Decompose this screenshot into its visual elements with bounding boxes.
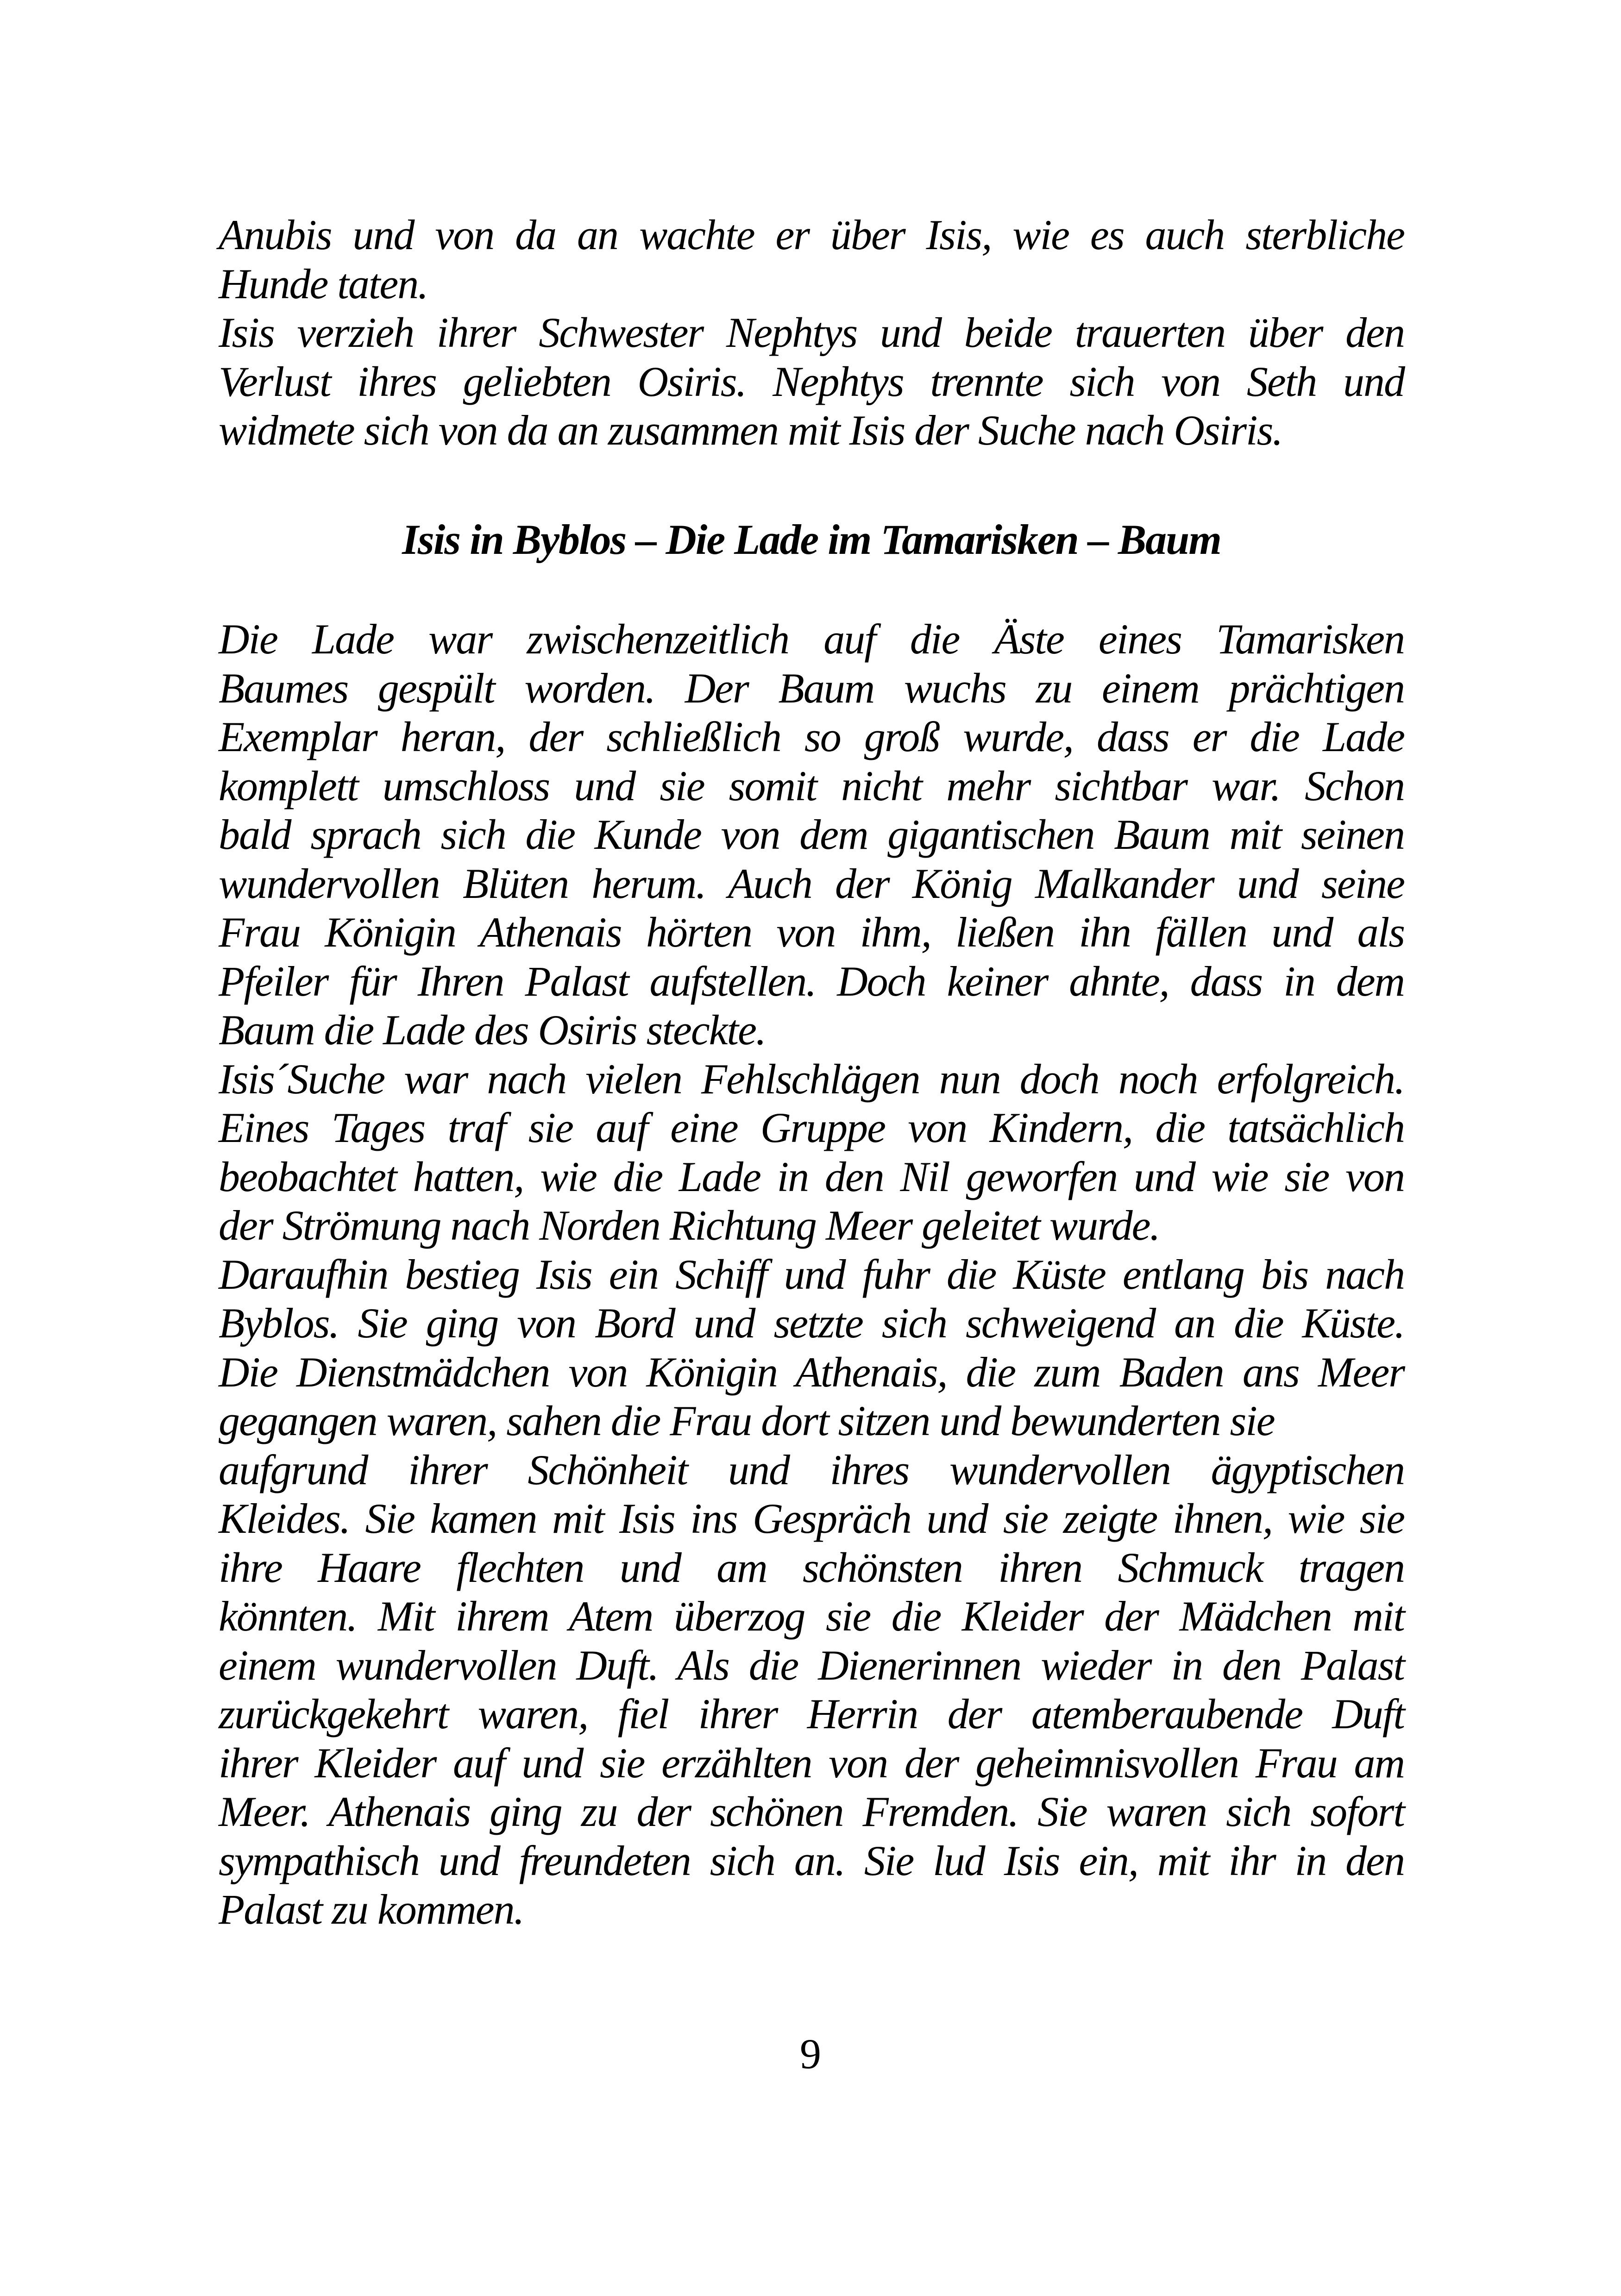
text-line: sympathisch und freundeten sich an. Sie lud Isis ein, mit ihr in den <box>219 1837 1404 1884</box>
text-line: widmete sich von da an zusammen mit Isis der Suche nach Osiris. <box>219 407 1282 454</box>
text-line: komplett umschloss und sie somit nicht mehr sichtbar war. Schon <box>219 762 1404 809</box>
text-line: zurückgekehrt waren, fiel ihrer Herrin der atemberaubende Duft <box>219 1690 1404 1738</box>
text-line: Baumes gespült worden. Der Baum wuchs zu einem prächtigen <box>219 664 1404 712</box>
text-line: Die Dienstmädchen von Königin Athenais, die zum Baden ans Meer <box>219 1348 1404 1396</box>
text-line: aufgrund ihrer Schönheit und ihres wundervollen ägyptischen <box>219 1446 1404 1493</box>
text-line: ihrer Kleider auf und sie erzählten von der geheimnisvollen Frau am <box>219 1739 1404 1787</box>
text-line: Baum die Lade des Osiris steckte. <box>219 1006 766 1054</box>
text-line: Byblos. Sie ging von Bord und setzte sich schweigend an die Küste. <box>219 1299 1404 1347</box>
text-line: Anubis und von da an wachte er über Isis, wie es auch sterbliche <box>219 211 1404 258</box>
text-line: Isis´Suche war nach vielen Fehlschlägen nun doch noch erfolgreich. <box>219 1055 1404 1103</box>
text-line: Exemplar heran, der schließlich so groß wurde, dass er die Lade <box>219 713 1404 760</box>
text-line: Kleides. Sie kamen mit Isis ins Gespräch und sie zeigte ihnen, wie sie <box>219 1495 1404 1542</box>
text-line: einem wundervollen Duft. Als die Dienerinnen wieder in den Palast <box>219 1641 1404 1689</box>
text-line: Eines Tages traf sie auf eine Gruppe von Kindern, die tatsächlich <box>219 1104 1404 1151</box>
page-number: 9 <box>800 2030 821 2077</box>
text-line: Die Lade war zwischenzeitlich auf die Äste eines Tamarisken <box>219 615 1404 663</box>
text-line: Palast zu kommen. <box>219 1886 524 1933</box>
text-line: bald sprach sich die Kunde von dem gigantischen Baum mit seinen <box>219 811 1404 858</box>
body-paragraph <box>219 615 1404 1934</box>
text-line: gegangen waren, sahen die Frau dort sitzen und bewunderten sie <box>219 1397 1275 1444</box>
section-heading: Isis in Byblos – Die Lade im Tamarisken – Baum <box>402 516 1221 563</box>
text-line: der Strömung nach Norden Richtung Meer geleitet wurde. <box>219 1202 1160 1249</box>
text-line: Frau Königin Athenais hörten von ihm, ließen ihn fällen und als <box>219 909 1404 956</box>
text-line: ihre Haare flechten und am schönsten ihren Schmuck tragen <box>219 1543 1404 1591</box>
text-line: Hunde taten. <box>219 260 428 307</box>
top-paragraph <box>219 211 1404 455</box>
text-line: Meer. Athenais ging zu der schönen Fremden. Sie waren sich sofort <box>219 1788 1404 1835</box>
text-line: wundervollen Blüten herum. Auch der König Malkander und seine <box>219 859 1404 907</box>
text-line: könnten. Mit ihrem Atem überzog sie die Kleider der Mädchen mit <box>219 1593 1404 1640</box>
text-line: Isis verzieh ihrer Schwester Nephtys und beide trauerten über den <box>219 309 1404 356</box>
text-line: beobachtet hatten, wie die Lade in den Nil geworfen und wie sie von <box>219 1153 1404 1200</box>
text-line: Pfeiler für Ihren Palast aufstellen. Doch keiner ahnte, dass in dem <box>219 957 1404 1005</box>
text-line: Verlust ihres geliebten Osiris. Nephtys trennte sich von Seth und <box>219 358 1404 405</box>
text-line: Daraufhin bestieg Isis ein Schiff und fuhr die Küste entlang bis nach <box>219 1250 1404 1298</box>
